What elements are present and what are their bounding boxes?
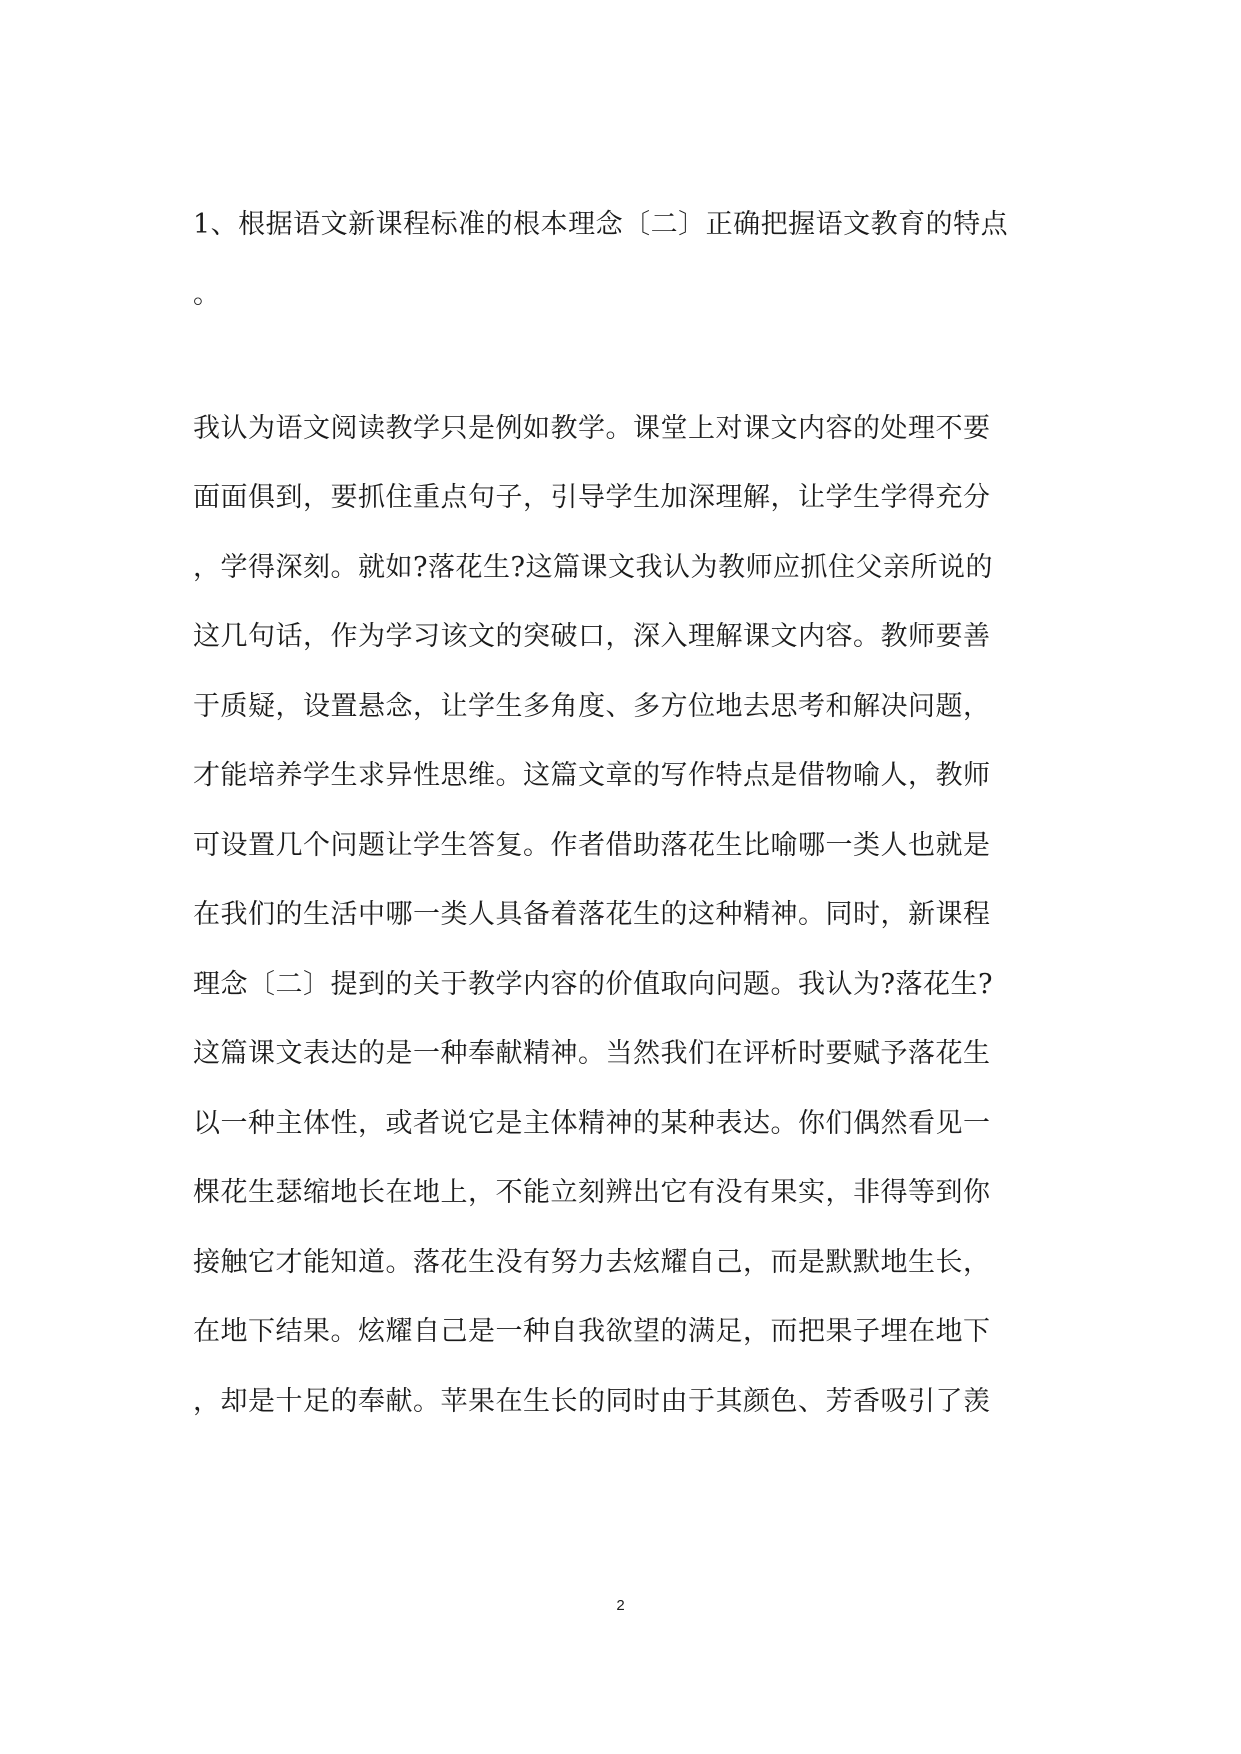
heading-line-2: 。 bbox=[193, 279, 221, 310]
body-line-15: ，却是十足的奉献。苹果在生长的同时由于其颜色、芳香吸引了羡 bbox=[193, 1386, 991, 1417]
body-line-13: 接触它才能知道。落花生没有努力去炫耀自己，而是默默地生长， bbox=[193, 1247, 991, 1278]
body-line-3: ，学得深刻。就如?落花生?这篇课文我认为教师应抓住父亲所说的 bbox=[193, 552, 993, 583]
heading-line-1: 1、根据语文新课程标准的根本理念〔二〕正确把握语文教育的特点 bbox=[193, 209, 1009, 240]
body-line-2: 面面俱到，要抓住重点句子，引导学生加深理解，让学生学得充分 bbox=[193, 482, 991, 513]
body-line-5: 于质疑，设置悬念，让学生多角度、多方位地去思考和解决问题， bbox=[193, 691, 991, 722]
body-line-12: 棵花生瑟缩地长在地上，不能立刻辨出它有没有果实，非得等到你 bbox=[193, 1177, 991, 1208]
body-line-4: 这几句话，作为学习该文的突破口，深入理解课文内容。教师要善 bbox=[193, 621, 991, 652]
body-line-6: 才能培养学生求异性思维。这篇文章的写作特点是借物喻人，教师 bbox=[193, 760, 991, 791]
body-line-9: 理念〔二〕提到的关于教学内容的价值取向问题。我认为?落花生? bbox=[193, 969, 993, 1000]
body-line-10: 这篇课文表达的是一种奉献精神。当然我们在评析时要赋予落花生 bbox=[193, 1038, 991, 1069]
body-line-14: 在地下结果。炫耀自己是一种自我欲望的满足，而把果子埋在地下 bbox=[193, 1316, 991, 1347]
body-line-1: 我认为语文阅读教学只是例如教学。课堂上对课文内容的处理不要 bbox=[193, 413, 991, 444]
page-number: 2 bbox=[616, 1597, 625, 1614]
body-line-11: 以一种主体性，或者说它是主体精神的某种表达。你们偶然看见一 bbox=[193, 1108, 991, 1139]
body-line-7: 可设置几个问题让学生答复。作者借助落花生比喻哪一类人也就是 bbox=[193, 830, 991, 861]
body-line-8: 在我们的生活中哪一类人具备着落花生的这种精神。同时，新课程 bbox=[193, 899, 991, 930]
